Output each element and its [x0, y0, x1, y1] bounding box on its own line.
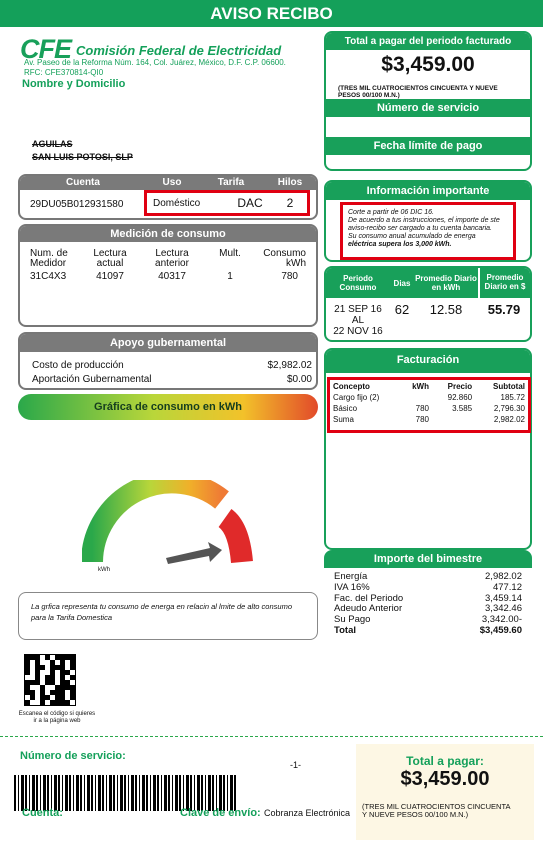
gauge-icon — [82, 480, 262, 580]
facturacion-title: Facturación — [326, 350, 530, 373]
periodo-values — [326, 302, 530, 337]
subtotal-cell: 2,796.30 — [493, 404, 525, 413]
subtotal-cell: 185.72 — [500, 393, 525, 402]
table-row — [330, 403, 528, 414]
total-box — [324, 31, 532, 171]
lectura-anterior-value: 40317 — [158, 271, 186, 282]
precio-cell: 92.860 — [447, 393, 473, 402]
medidor-value: 31C4X3 — [30, 271, 67, 282]
total-amount: $3,459.00 — [381, 53, 475, 76]
col-subtotal: Subtotal — [493, 382, 525, 391]
kwh-cell: 780 — [415, 415, 429, 424]
importe-label: IVA 16% — [334, 581, 370, 593]
importe-label: Su Pago — [334, 614, 371, 626]
address-line: Av. Paseo de la Reforma Núm. 164, Col. Juárez, México, D.F. C.P. 06600. — [24, 58, 286, 67]
medicion-values — [20, 271, 316, 282]
col-hilos: Hilos — [277, 177, 303, 188]
header-title: AVISO RECIBO — [0, 0, 543, 27]
concepto-cell: Básico — [333, 404, 358, 413]
col-tarifa: Tarifa — [217, 177, 245, 188]
prom-kwh-value: 12.58 — [429, 302, 463, 317]
col-consumo: Consumo kWh — [263, 248, 306, 269]
precio-cell — [429, 415, 472, 424]
company-name: Comisión Federal de Electricidad — [76, 43, 282, 58]
gauge-kwh-label: kWh — [98, 567, 110, 573]
apoyo-row-1 — [20, 352, 316, 371]
grafica-bar: Gráfica de consumo en kWh — [18, 394, 318, 420]
costo-value: $2,982.02 — [267, 360, 312, 371]
importe-title: Importe del bimestre — [324, 550, 532, 568]
prom-pesos-value: 55.79 — [487, 302, 521, 317]
importe-label: Energía — [334, 571, 368, 582]
cut-line — [0, 736, 543, 737]
col-kwh: kWh — [412, 382, 429, 391]
importe-label: Adeudo Anterior — [334, 603, 403, 615]
client-name: AGUILAS — [32, 139, 73, 149]
page-number: -1- — [290, 760, 301, 770]
chart-note: La grfica representa tu consumo de energa en relacin al lmite de alto consumo para la Tarifa Domestica — [18, 592, 318, 640]
col-cuenta: Cuenta — [66, 177, 100, 188]
medicion-title: Medición de consumo — [20, 226, 316, 242]
account-uso: Doméstico — [153, 197, 201, 209]
service-number-label: Número de servicio — [326, 99, 530, 117]
footer-words: (TRES MIL CUATROCIENTOS CINCUENTA Y NUEVE PESOS 00/100 M.N.) — [362, 802, 511, 819]
info-line-2: De acuerdo a tus instrucciones, el importe de ste aviso-recibo ser cargado a tu cuenta bancaria. — [348, 217, 500, 232]
info-line-3: Su consumo anual acumulado de energa — [348, 233, 476, 240]
importe-value: $3,459.60 — [479, 624, 522, 636]
apoyo-row-2 — [20, 371, 316, 385]
kwh-cell — [404, 393, 429, 402]
concepto-cell: Suma — [333, 415, 354, 424]
importe-value: 477.12 — [492, 581, 522, 593]
periodo-header — [326, 268, 530, 298]
precio-cell: 3.585 — [452, 404, 473, 413]
col-prom-kwh: Promedio Diario en kWh — [415, 274, 477, 292]
col-mult: Mult. — [219, 248, 241, 259]
col-lectura-actual: Lectura actual — [93, 248, 127, 269]
apoyo-box — [18, 332, 318, 390]
subtotal-cell: 2,982.02 — [493, 415, 525, 424]
footer-clave-label: Clave de envío: — [180, 807, 261, 819]
periodo-to: 22 NOV 16 — [333, 326, 383, 337]
info-line-1: Corte a partir de 06 DIC 16. — [348, 209, 434, 216]
facturacion-table — [327, 377, 531, 433]
dias-value: 62 — [394, 302, 410, 317]
col-concepto: Concepto — [333, 382, 370, 391]
medicion-box — [18, 224, 318, 327]
client-city: SAN LUIS POTOSI, SLP — [32, 152, 133, 162]
aportacion-value: $0.00 — [286, 374, 312, 385]
periodo-al: AL — [351, 315, 365, 326]
footer-service-label: Número de servicio: — [20, 750, 126, 762]
account-tarifa: DAC — [237, 196, 263, 210]
total-words: (TRES MIL CUATROCIENTOS CINCUENTA Y NUEVE PESOS 00/100 M.N.) — [338, 85, 498, 99]
footer-cuenta-label: Cuenta: — [22, 807, 63, 819]
cfe-logo: CFE — [20, 34, 71, 64]
periodo-dates — [326, 302, 390, 337]
periodo-from: 21 SEP 16 — [334, 304, 382, 315]
col-medidor: Num. de Medidor — [30, 248, 68, 269]
importe-value: 2,982.02 — [485, 571, 522, 582]
periodo-box — [324, 266, 532, 342]
importe-label: Fac. del Periodo — [334, 592, 404, 604]
concepto-cell: Cargo fijo (2) — [333, 393, 380, 402]
mult-value: 1 — [227, 271, 233, 282]
info-title: Información importante — [326, 182, 530, 200]
table-row — [330, 392, 528, 403]
table-row — [334, 583, 522, 594]
importe-value: 3,459.14 — [485, 592, 522, 604]
importe-value: 3,342.00- — [481, 614, 522, 626]
col-precio: Precio — [447, 382, 473, 391]
total-label: Total a pagar del periodo facturado — [326, 33, 530, 50]
aportacion-label: Aportación Gubernamental — [32, 374, 152, 385]
name-address-label: Nombre y Domicilio — [22, 78, 126, 90]
qr-code-icon[interactable] — [24, 654, 76, 706]
footer-total-amount: $3,459.00 — [400, 768, 490, 790]
costo-label: Costo de producción — [32, 360, 124, 371]
col-periodo: Periodo Consumo — [339, 274, 377, 292]
account-number: 29DU05B012931580 — [30, 199, 124, 210]
facturacion-header — [330, 380, 528, 392]
footer-total-label: Total a pagar: — [406, 754, 484, 768]
barcode — [14, 775, 238, 811]
account-header — [20, 176, 316, 190]
qr-caption: Escanea el código si quieres ir a la página web — [18, 711, 96, 724]
importe-value: 3,342.46 — [485, 603, 522, 615]
table-row — [330, 414, 528, 425]
account-hilos: 2 — [286, 196, 294, 210]
consumo-value: 780 — [281, 271, 298, 282]
medicion-headers — [20, 249, 316, 269]
footer-total-box — [356, 744, 534, 840]
col-lectura-anterior: Lectura anterior — [155, 248, 189, 269]
info-text — [340, 202, 516, 260]
kwh-cell: 780 — [415, 404, 429, 413]
account-highlight — [144, 190, 310, 216]
col-dias: Dias — [393, 278, 411, 288]
service-number-value — [326, 117, 530, 137]
apoyo-title: Apoyo gubernamental — [20, 334, 316, 352]
rfc-line: RFC: CFE370814-QI0 — [24, 68, 104, 77]
lectura-actual-value: 41097 — [96, 271, 124, 282]
due-date-label: Fecha límite de pago — [326, 137, 530, 155]
table-row — [334, 626, 522, 637]
col-prom-pesos: Promedio Diario en $ — [478, 268, 530, 298]
company-address — [24, 58, 314, 78]
client-info — [32, 138, 133, 164]
col-uso: Uso — [162, 177, 182, 188]
info-line-bold: eléctrica supera los 3,000 kWh. — [348, 241, 452, 248]
importe-label: Total — [334, 624, 356, 636]
importe-table — [334, 572, 522, 637]
footer-clave-value: Cobranza Electrónica — [264, 808, 351, 818]
